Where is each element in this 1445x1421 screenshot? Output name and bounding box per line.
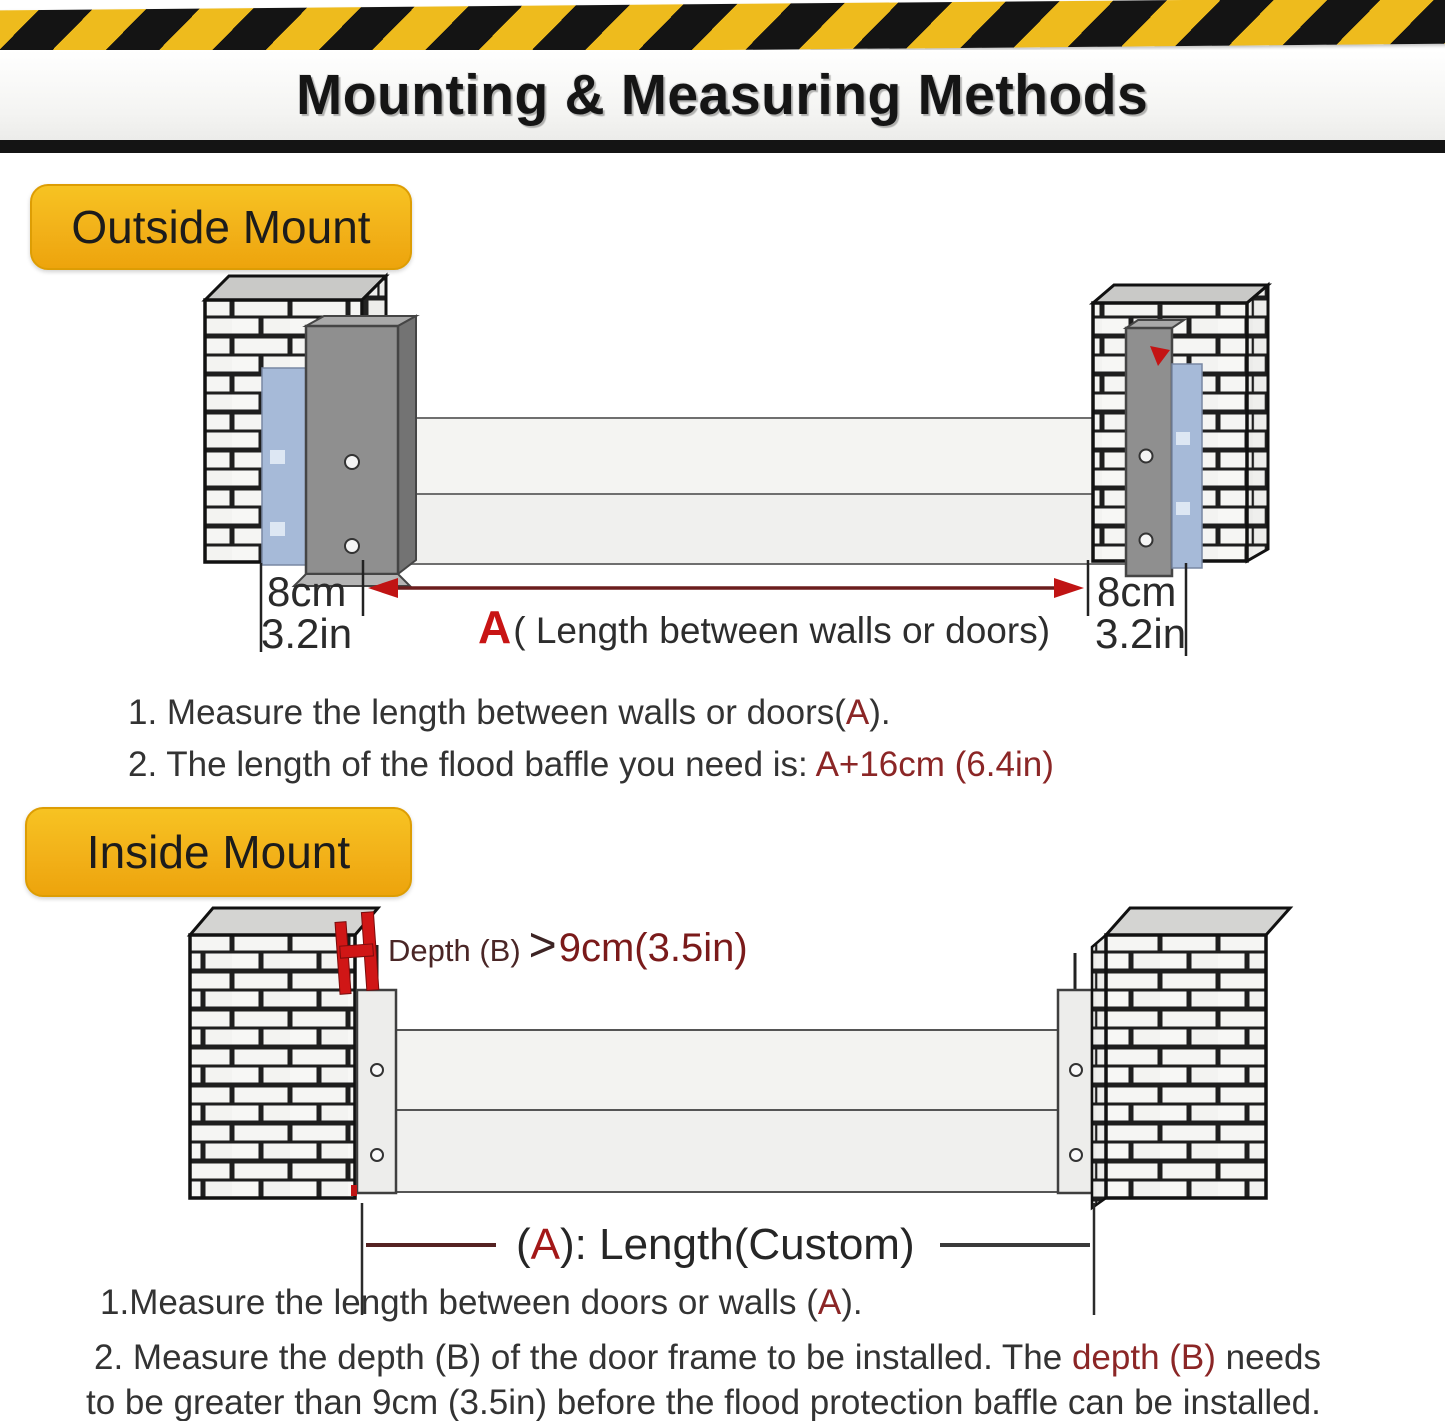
header-divider-bar [0, 140, 1445, 153]
outside-dim-right-cm: 8cm [1097, 568, 1177, 615]
outside-span-label-text: ( Length between walls or doors) [513, 610, 1051, 651]
inside-span-label: ( A ): Length(Custom) [516, 1220, 915, 1269]
screw-hole [345, 539, 359, 553]
hazard-stripe-banner [0, 0, 1445, 56]
inside-mount-badge [25, 807, 412, 897]
page-title: Mounting & Measuring Methods [296, 63, 1149, 127]
outside-mount-badge-label: Outside Mount [71, 201, 371, 253]
outside-step-1: 1. Measure the length between walls or doors(A). [128, 693, 891, 732]
screw-hole [345, 455, 359, 469]
title-band [0, 50, 1445, 140]
inside-mount-badge-label: Inside Mount [86, 826, 351, 878]
screw-hole [1140, 450, 1153, 463]
screw-hole [371, 1064, 383, 1076]
screw-hole [1140, 534, 1153, 547]
screw-hole [371, 1149, 383, 1161]
outside-dim-left-in: 3.2in [261, 610, 353, 657]
outside-span-label-a: A [478, 601, 512, 653]
inside-right-channel [1058, 953, 1092, 1193]
inside-flood-baffle [394, 1030, 1062, 1192]
depth-value: 9cm(3.5in) [558, 926, 748, 970]
outside-flood-baffle [383, 418, 1148, 564]
greater-than-sign: > [528, 919, 557, 972]
depth-label-text: Depth (B) [388, 933, 521, 968]
inside-step-2-line1: 2. Measure the depth (B) of the door frame to be installed. The depth (B) needs [94, 1338, 1322, 1377]
inside-step-2-line2: to be greater than 9cm (3.5in) before the flood protection baffle can be installed. [86, 1383, 1321, 1421]
outside-dim-right-in: 3.2in [1095, 610, 1187, 657]
screw-hole [1070, 1064, 1082, 1076]
outside-dim-left-cm: 8cm [267, 568, 347, 615]
inside-step-1: 1.Measure the length between doors or walls (A). [100, 1283, 863, 1322]
inside-right-brick-pillar [1092, 908, 1290, 1208]
outside-span-label [478, 600, 1050, 654]
screw-hole [1070, 1149, 1082, 1161]
dimension-arrow [368, 578, 1084, 598]
inside-depth-label [388, 918, 748, 973]
outside-mount-badge [30, 184, 412, 270]
outside-step-2: 2. The length of the flood baffle you need is: A+16cm (6.4in) [128, 745, 1054, 784]
